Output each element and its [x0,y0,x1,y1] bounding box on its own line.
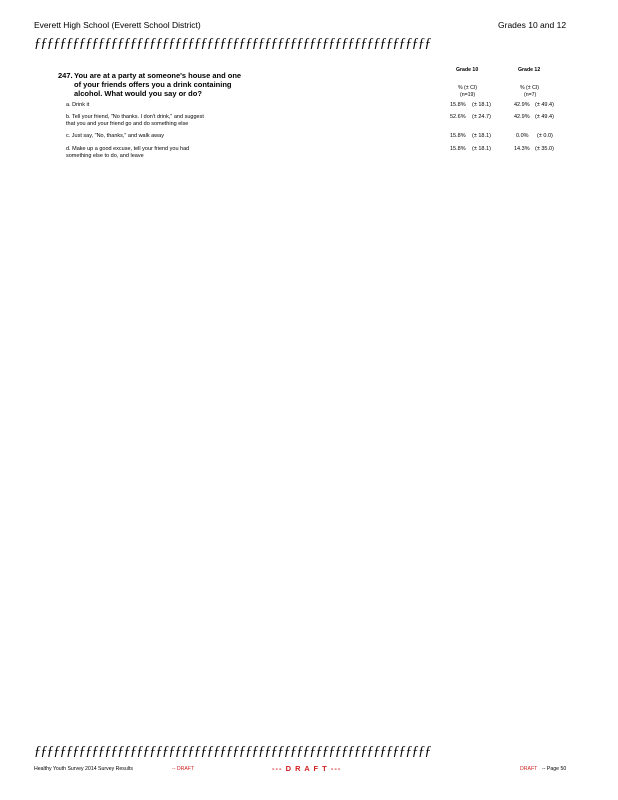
question-line-3: alcohol. What would you say or do? [74,89,202,98]
grade10-ci: (± 18.1) [472,102,491,108]
grade12-percent: 42.9% [514,114,530,120]
row-label: b. Tell your friend, "No thanks. I don't drink," and suggest [66,114,204,120]
grade10-ci: (± 24.7) [472,114,491,120]
row-label: d. Make up a good excuse, tell your friend you had [66,146,190,152]
grade10-ci: (± 18.1) [472,146,491,152]
col-grade12-stat: % (± CI) [520,85,539,91]
grades-label: Grades 10 and 12 [498,20,567,30]
grade12-ci: (± 0.0) [537,133,553,139]
grade10-percent: 15.8% [450,133,466,139]
question-line-1: You are at a party at someone's house and one [74,71,242,80]
row-label: a. Drink it [66,102,90,108]
question-number: 247. [58,71,73,80]
col-grade10-n: (n=19) [460,92,476,98]
col-grade10-title: Grade 10 [456,67,479,73]
col-grade12-title: Grade 12 [518,67,541,73]
grade10-percent: 15.8% [450,102,466,108]
footer-survey-title: Healthy Youth Survey 2014 Survey Results [34,766,133,772]
col-grade12-n: (n=7) [524,92,537,98]
grade12-percent: 42.9% [514,102,530,108]
footer-draft-right: DRAFT [520,766,538,772]
question-line-2: of your friends offers you a drink containing [74,80,232,89]
row-label-continued: something else to do, and leave [66,153,144,159]
header-rule: ƒƒƒƒƒƒƒƒƒƒƒƒƒƒƒƒƒƒƒƒƒƒƒƒƒƒƒƒƒƒƒƒƒƒƒƒƒƒƒƒƒƒƒƒƒƒƒƒƒƒƒƒƒƒƒƒƒƒƒƒƒƒ [34,36,431,51]
row-label-continued: that you and your friend go and do something else [66,121,189,127]
grade10-ci: (± 18.1) [472,133,491,139]
footer-rule: ƒƒƒƒƒƒƒƒƒƒƒƒƒƒƒƒƒƒƒƒƒƒƒƒƒƒƒƒƒƒƒƒƒƒƒƒƒƒƒƒƒƒƒƒƒƒƒƒƒƒƒƒƒƒƒƒƒƒƒƒƒƒ [34,744,431,759]
grade10-percent: 15.8% [450,146,466,152]
grade12-ci: (± 35.0) [535,146,554,152]
footer-draft-small: -- DRAFT [172,766,195,772]
page-number: -- Page 50 [542,766,567,772]
footer-draft-center: --- D R A F T --- [272,764,342,773]
grade12-ci: (± 49.4) [535,102,554,108]
col-grade10-stat: % (± CI) [458,85,477,91]
grade12-percent: 0.0% [516,133,529,139]
grade12-percent: 14.3% [514,146,530,152]
row-label: c. Just say, "No, thanks," and walk away [66,133,164,139]
school-title: Everett High School (Everett School District) [34,20,201,30]
grade12-ci: (± 49.4) [535,114,554,120]
grade10-percent: 52.6% [450,114,466,120]
